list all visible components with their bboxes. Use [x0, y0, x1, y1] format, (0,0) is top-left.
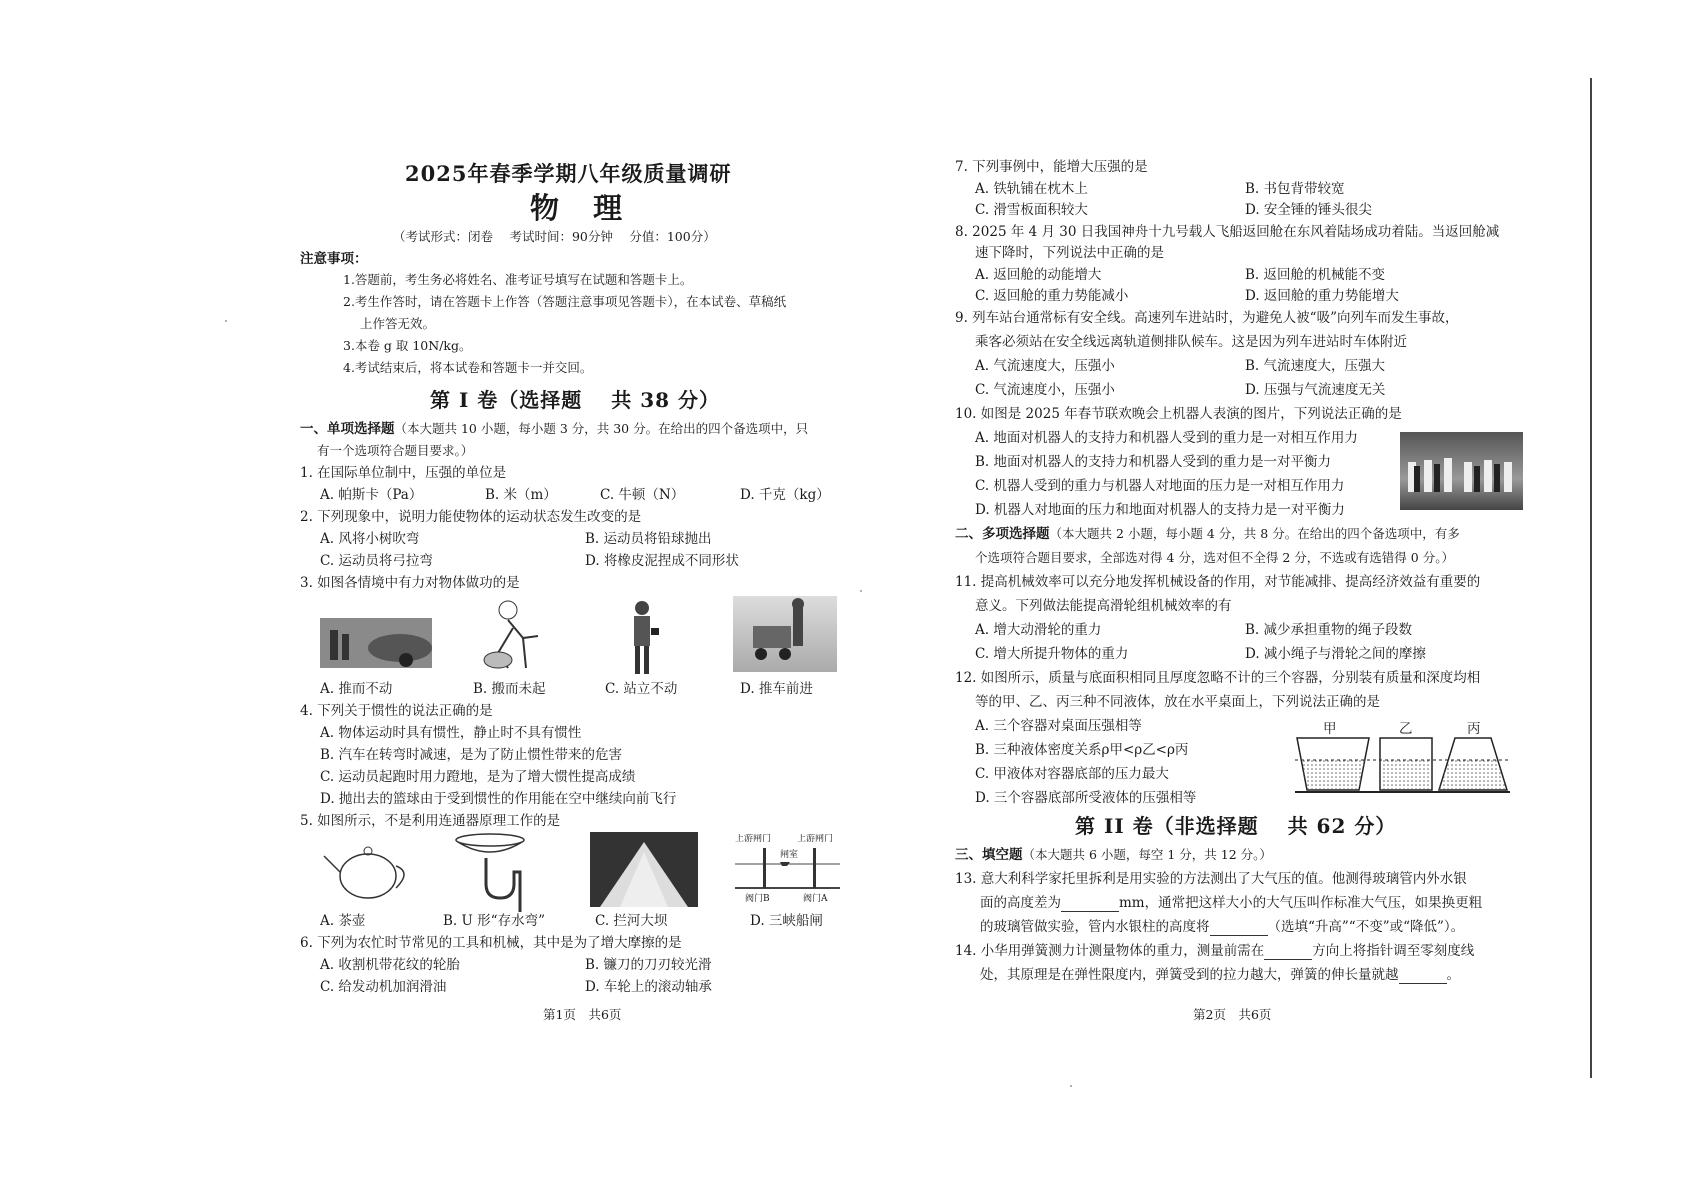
q7-stem: 7. 下列事例中，能增大压强的是: [955, 159, 1148, 175]
q8-option-b: B. 返回舱的机械能不变: [1245, 267, 1386, 283]
q1-option-b: B. 米（m）: [485, 487, 557, 503]
q8-stem: 8. 2025 年 4 月 30 日我国神舟十九号载人飞船返回舱在东风着陆场成功着陆。当返回舱减: [955, 224, 1500, 240]
q2-option-b: B. 运动员将铅球抛出: [585, 531, 712, 547]
q11-stem: 11. 提高机械效率可以充分地发挥机械设备的作用，对节能减排、提高经济效益有重要的: [955, 574, 1481, 590]
section3-header: 三、填空题（本大题共 6 小题，每空 1 分，共 12 分。）: [955, 847, 1272, 863]
lock-label-upper1: 上游闸门: [735, 834, 772, 844]
part1-heading: 第 I 卷（选择题 共 38 分）: [430, 388, 721, 412]
scan-speck: [1070, 1085, 1072, 1087]
q9-stem: 9. 列车站台通常标有安全线。高速列车进站时，为避免人被“吸”向列车而发生事故，: [955, 310, 1459, 326]
q3-option-b: B. 搬而未起: [473, 681, 546, 697]
notice-item: 3.本卷 g 取 10N/kg。: [343, 338, 472, 353]
lock-label-upper2: 上游闸门: [797, 834, 834, 844]
q7-option-b: B. 书包背带较宽: [1245, 181, 1345, 197]
q1-stem: 1. 在国际单位制中，压强的单位是: [300, 465, 507, 481]
q4-option-c: C. 运动员起跑时用力蹬地，是为了增大惯性提高成绩: [320, 769, 636, 785]
section1-header: 一、单项选择题（本大题共 10 小题，每小题 3 分，共 30 分。在给出的四个备选项中，只: [300, 421, 809, 437]
q9-stem-cont: 乘客必须站在安全线远离轨道侧排队候车。这是因为列车进站时车体附近: [975, 334, 1407, 350]
robot-performance-photo: [1400, 432, 1523, 510]
containers-figure: [1295, 720, 1510, 796]
q10-option-a: A. 地面对机器人的支持力和机器人受到的重力是一对相互作用力: [975, 430, 1358, 446]
q14-line1: 14. 小华用弹簧测力计测量物体的重力，测量前需在 方向上将指针调至零刻度线: [955, 943, 1475, 959]
q14-line2: 处，其原理是在弹性限度内，弹簧受到的拉力越大，弹簧的伸长量就越 。: [980, 967, 1460, 983]
q2-option-c: C. 运动员将弓拉弯: [320, 553, 433, 569]
notice-item: 1.答题前，考生务必将姓名、准考证号填写在试题和答题卡上。: [343, 272, 693, 287]
page-footer: 第2页 共6页: [1193, 1007, 1272, 1022]
q9-option-b: B. 气流速度大，压强大: [1245, 358, 1386, 374]
exam-title: 2025年春季学期八年级质量调研: [405, 161, 732, 186]
q8-stem-cont: 速下降时，下列说法中正确的是: [975, 245, 1164, 261]
q6-option-d: D. 车轮上的滚动轴承: [585, 979, 712, 995]
section1-desc: 有一个选项符合题目要求。）: [317, 443, 474, 458]
q5-option-c: C. 拦河大坝: [595, 913, 668, 929]
section2-desc: 个选项符合题目要求，全部选对得 4 分，选对但不全得 2 分，不选或有选错得 0 分。）: [975, 550, 1454, 565]
q6-option-c: C. 给发动机加润滑油: [320, 979, 447, 995]
q7-option-c: C. 滑雪板面积较大: [975, 202, 1088, 218]
container-label-jia: 甲: [1323, 721, 1337, 737]
q11-option-a: A. 增大动滑轮的重力: [975, 622, 1102, 638]
q1-option-c: C. 牛顿（N）: [600, 487, 685, 503]
q6-option-a: A. 收割机带花纹的轮胎: [320, 957, 460, 973]
q6-option-b: B. 镰刀的刀刃较光滑: [585, 957, 712, 973]
q11-option-c: C. 增大所提升物体的重力: [975, 646, 1129, 662]
q12-option-d: D. 三个容器底部所受液体的压强相等: [975, 790, 1197, 806]
section2-header: 二、多项选择题（本大题共 2 小题，每小题 4 分，共 8 分。在给出的四个备选项中，有多: [955, 526, 1460, 542]
page-footer: 第1页 共6页: [543, 1007, 622, 1022]
q12-stem-cont: 等的甲、乙、丙三种不同液体，放在水平桌面上，下列说法正确的是: [975, 694, 1380, 710]
q4-stem: 4. 下列关于惯性的说法正确的是: [300, 703, 493, 719]
q11-stem-cont: 意义。下列做法能提高滑轮组机械效率的有: [975, 598, 1232, 614]
u-trap-figure: [450, 832, 535, 912]
part2-heading: 第 II 卷（非选择题 共 62 分）: [1075, 814, 1397, 838]
q5-stem: 5. 如图所示，不是利用连通器原理工作的是: [300, 813, 561, 829]
q13-blank-2[interactable]: [1210, 935, 1268, 936]
q5-option-a: A. 茶壶: [320, 913, 366, 929]
container-label-bing: 丙: [1467, 721, 1481, 737]
q11-option-d: D. 减小绳子与滑轮之间的摩擦: [1245, 646, 1426, 662]
q6-stem: 6. 下列为农忙时节常见的工具和机械，其中是为了增大摩擦的是: [300, 935, 682, 951]
q12-stem: 12. 如图所示，质量与底面积相同且厚度忽略不计的三个容器，分别装有质量和深度均相: [955, 670, 1481, 686]
ship-lock-figure: [735, 834, 840, 906]
q2-stem: 2. 下列现象中，说明力能使物体的运动状态发生改变的是: [300, 509, 642, 525]
q2-option-d: D. 将橡皮泥捏成不同形状: [585, 553, 739, 569]
q13-line3: 的玻璃管做实验，管内水银柱的高度将 （选填“升高”“不变”或“降低”）。: [980, 919, 1465, 935]
q7-option-d: D. 安全锤的锤头很尖: [1245, 202, 1372, 218]
q1-option-d: D. 千克（kg）: [740, 487, 830, 503]
container-label-yi: 乙: [1399, 721, 1413, 737]
push-stroller-photo: [733, 596, 837, 672]
q4-option-d: D. 抛出去的篮球由于受到惯性的作用能在空中继续向前飞行: [320, 791, 677, 807]
notice-item: 4.考试结束后，将本试卷和答题卡一并交回。: [343, 360, 593, 375]
notice-item: 上作答无效。: [360, 316, 436, 331]
q3-option-d: D. 推车前进: [740, 681, 813, 697]
exam-info: （考试形式：闭卷 考试时间：90分钟 分值：100分）: [393, 229, 716, 244]
q7-option-a: A. 铁轨铺在枕木上: [975, 181, 1088, 197]
q1-option-a: A. 帕斯卡（Pa）: [320, 487, 423, 503]
q4-option-b: B. 汽车在转弯时减速，是为了防止惯性带来的危害: [320, 747, 623, 763]
q3-option-c: C. 站立不动: [605, 681, 678, 697]
q5-option-d: D. 三峡船闸: [750, 913, 823, 929]
q11-option-b: B. 减少承担重物的绳子段数: [1245, 622, 1413, 638]
q9-option-c: C. 气流速度小，压强小: [975, 382, 1115, 398]
notice-label: 注意事项：: [300, 251, 368, 267]
lock-label-valve-b: 阀门B: [745, 894, 770, 904]
q9-option-a: A. 气流速度大，压强小: [975, 358, 1115, 374]
q3-option-a: A. 推而不动: [320, 681, 393, 697]
q10-option-b: B. 地面对机器人的支持力和机器人受到的重力是一对平衡力: [975, 454, 1332, 470]
q12-option-a: A. 三个容器对桌面压强相等: [975, 718, 1142, 734]
scan-speck: [860, 590, 862, 592]
lock-label-chamber: 闸室: [780, 850, 799, 860]
q13-line2: 面的高度差为 mm，通常把这样大小的大气压叫作标准大气压，如果换更粗: [980, 895, 1483, 911]
scan-edge-line: [1590, 78, 1592, 1078]
q12-option-c: C. 甲液体对容器底部的压力最大: [975, 766, 1169, 782]
q14-blank-2[interactable]: [1399, 983, 1447, 984]
q9-option-d: D. 压强与气流速度无关: [1245, 382, 1386, 398]
q8-option-a: A. 返回舱的动能增大: [975, 267, 1102, 283]
q2-option-a: A. 风将小树吹弯: [320, 531, 420, 547]
q12-option-b: B. 三种液体密度关系ρ甲<ρ乙<ρ丙: [975, 742, 1189, 758]
subject-title: 物 理: [530, 191, 635, 225]
scan-speck: [225, 320, 227, 322]
dam-photo: [590, 832, 698, 907]
q4-option-a: A. 物体运动时具有惯性，静止时不具有惯性: [320, 725, 582, 741]
q10-option-d: D. 机器人对地面的压力和地面对机器人的支持力是一对平衡力: [975, 502, 1345, 518]
q8-option-c: C. 返回舱的重力势能减小: [975, 288, 1129, 304]
stand-figure: [620, 598, 665, 678]
lock-label-valve-a: 阀门A: [803, 894, 828, 904]
q3-stem: 3. 如图各情境中有力对物体做功的是: [300, 575, 520, 591]
push-car-photo: [320, 618, 432, 668]
q10-option-c: C. 机器人受到的重力与机器人对地面的压力是一对相互作用力: [975, 478, 1345, 494]
notice-item: 2.考生作答时，请在答题卡上作答（答题注意事项见答题卡），在本试卷、草稿纸: [343, 294, 787, 309]
q5-option-b: B. U 形“存水弯”: [443, 913, 545, 929]
q14-blank-1[interactable]: [1264, 959, 1312, 960]
q8-option-d: D. 返回舱的重力势能增大: [1245, 288, 1399, 304]
q13-line1: 13. 意大利科学家托里拆利是用实验的方法测出了大气压的值。他测得玻璃管内外水银: [955, 871, 1467, 887]
q13-blank-1[interactable]: [1061, 911, 1119, 912]
q10-stem: 10. 如图是 2025 年春节联欢晚会上机器人表演的图片，下列说法正确的是: [955, 406, 1402, 422]
teapot-figure: [320, 838, 415, 903]
lift-figure: [468, 598, 563, 673]
